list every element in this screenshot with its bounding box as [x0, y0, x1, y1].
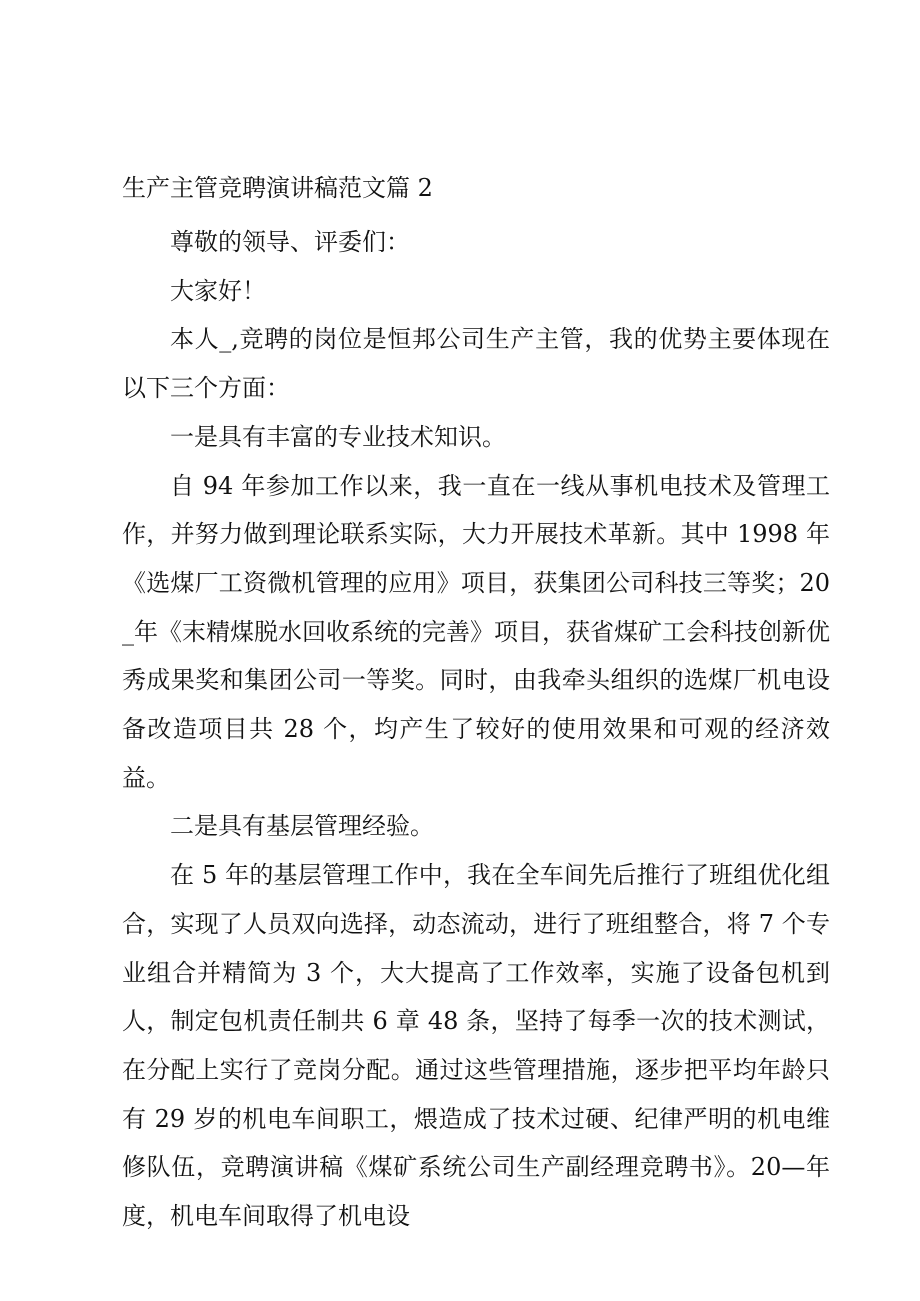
paragraph-greeting: 大家好！ — [170, 276, 266, 305]
paragraph-point-two-heading: 二是具有基层管理经验。 — [170, 812, 434, 841]
paragraph-point-one-detail: 自 94 年参加工作以来，我一直在一线从事机电技术及管理工作，并努力做到理论联系实际，大力开展技术革新。其中 1998 年《选煤厂工资微机管理的应用》项目，获集团公司科技三等奖；20_年《末精煤脱水回收系统的完善》项目，获省煤矿工会科技创新优秀成果奖和集团公司一等奖。同时，由我牵头组织的选煤厂机电设备改造项目共 28 个，均产生了较好的使用效果和可观的经济效益。 — [122, 471, 830, 792]
paragraph-point-two-detail: 在 5 年的基层管理工作中，我在全车间先后推行了班组优化组合，实现了人员双向选择，动态流动，进行了班组整合，将 7 个专业组合并精简为 3 个，大大提高了工作效率，实施了设备包机到人，制定包机责任制共 6 章 48 条，坚持了每季一次的技术测试，在分配上实行了竞岗分配。通过这些管理措施，逐步把平均年龄只有 29 岁的机电车间职工，煨造成了技术过硬、纪律严明的机电维修队伍，竞聘演讲稿《煤矿系统公司生产副经理竞聘书》。20—年度，机电车间取得了机电设 — [122, 861, 830, 1231]
paragraph-introduction: 本人_,竞聘的岗位是恒邦公司生产主管，我的优势主要体现在以下三个方面： — [122, 325, 830, 403]
paragraph-point-one-heading: 一是具有丰富的专业技术知识。 — [170, 422, 506, 451]
document-title: 生产主管竞聘演讲稿范文篇 2 — [122, 174, 433, 202]
document-body — [122, 218, 830, 1241]
paragraph-salutation: 尊敬的领导、评委们： — [170, 228, 410, 256]
